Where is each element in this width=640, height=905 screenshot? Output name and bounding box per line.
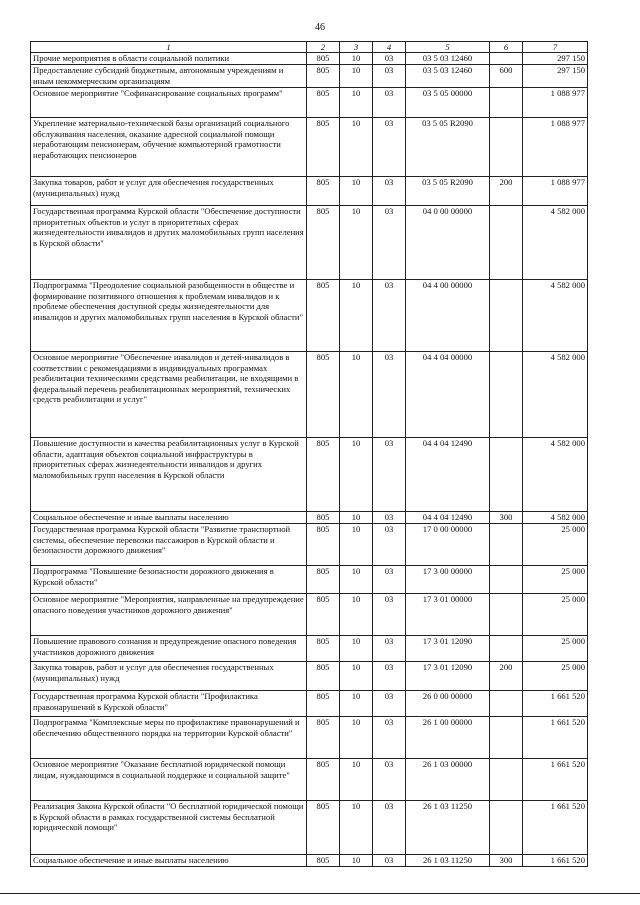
row-section-cell: 10: [340, 759, 373, 801]
row-name-cell: Основное мероприятие "Мероприятия, направленные на предупреждение опасного поведения участников дорожного движения": [31, 594, 307, 636]
row-target-article-cell: 04 0 00 00000: [406, 206, 490, 280]
row-amount-cell: 25 000: [523, 636, 588, 662]
row-code-cell: 805: [307, 801, 340, 855]
table-row: [31, 280, 588, 352]
row-subsection-cell: 03: [373, 53, 406, 65]
row-expense-type-cell: 200: [490, 177, 523, 206]
col-header-1: 1: [31, 42, 307, 53]
row-subsection-cell: 03: [373, 691, 406, 717]
table-row: [31, 594, 588, 636]
row-name-cell: Предоставление субсидий бюджетным, автономным учреждениям и иным некоммерческим организациям: [31, 65, 307, 88]
row-section-cell: 10: [340, 524, 373, 566]
row-section-cell: 10: [340, 53, 373, 65]
table-row: [31, 524, 588, 566]
row-section-cell: 10: [340, 88, 373, 118]
row-name-cell: Государственная программа Курской области "Развитие транспортной системы, обеспечение перевозки пассажиров в Курской области и безопасности дорожного движения": [31, 524, 307, 566]
table-body: [31, 53, 588, 867]
row-code-cell: 805: [307, 691, 340, 717]
row-amount-cell: 25 000: [523, 662, 588, 691]
row-code-cell: 805: [307, 438, 340, 512]
row-section-cell: 10: [340, 717, 373, 759]
row-target-article-cell: 17 3 01 12090: [406, 636, 490, 662]
row-subsection-cell: 03: [373, 662, 406, 691]
row-name-cell: Социальное обеспечение и иные выплаты населению: [31, 855, 307, 867]
table-row: [31, 855, 588, 867]
row-amount-cell: 25 000: [523, 524, 588, 566]
row-expense-type-cell: 600: [490, 65, 523, 88]
row-amount-cell: 1 661 520: [523, 759, 588, 801]
row-code-cell: 805: [307, 566, 340, 594]
row-code-cell: 805: [307, 177, 340, 206]
row-target-article-cell: 04 4 04 12490: [406, 512, 490, 524]
row-amount-cell: 4 582 000: [523, 206, 588, 280]
row-expense-type-cell: [490, 118, 523, 177]
row-expense-type-cell: [490, 53, 523, 65]
row-code-cell: 805: [307, 88, 340, 118]
row-amount-cell: 1 088 977: [523, 118, 588, 177]
row-subsection-cell: 03: [373, 759, 406, 801]
table-row: [31, 512, 588, 524]
row-section-cell: 10: [340, 594, 373, 636]
row-code-cell: 805: [307, 280, 340, 352]
page-number: 46: [315, 22, 325, 33]
row-subsection-cell: 03: [373, 438, 406, 512]
row-subsection-cell: 03: [373, 636, 406, 662]
row-target-article-cell: 17 3 01 00000: [406, 594, 490, 636]
table-row: [31, 662, 588, 691]
row-amount-cell: 25 000: [523, 566, 588, 594]
row-section-cell: 10: [340, 352, 373, 438]
header-row: [31, 42, 588, 53]
row-amount-cell: 4 582 000: [523, 512, 588, 524]
row-subsection-cell: 03: [373, 177, 406, 206]
table-row: [31, 759, 588, 801]
row-amount-cell: 1 661 520: [523, 717, 588, 759]
row-amount-cell: 297 150: [523, 65, 588, 88]
row-name-cell: Закупка товаров, работ и услуг для обеспечения государственных (муниципальных) нужд: [31, 177, 307, 206]
row-code-cell: 805: [307, 636, 340, 662]
row-amount-cell: 297 150: [523, 53, 588, 65]
row-subsection-cell: 03: [373, 512, 406, 524]
table-row: [31, 801, 588, 855]
row-code-cell: 805: [307, 662, 340, 691]
row-name-cell: Подпрограмма "Повышение безопасности дорожного движения в Курской области": [31, 566, 307, 594]
row-subsection-cell: 03: [373, 280, 406, 352]
row-expense-type-cell: [490, 438, 523, 512]
row-code-cell: 805: [307, 352, 340, 438]
table-row: [31, 53, 588, 65]
row-target-article-cell: 03 5 05 R2090: [406, 118, 490, 177]
table-row: [31, 118, 588, 177]
row-subsection-cell: 03: [373, 855, 406, 867]
row-target-article-cell: 03 5 03 12460: [406, 65, 490, 88]
row-amount-cell: 1 661 520: [523, 855, 588, 867]
row-expense-type-cell: [490, 636, 523, 662]
table-row: [31, 438, 588, 512]
row-subsection-cell: 03: [373, 717, 406, 759]
table-row: [31, 177, 588, 206]
row-expense-type-cell: [490, 566, 523, 594]
row-code-cell: 805: [307, 118, 340, 177]
row-target-article-cell: 03 5 03 12460: [406, 53, 490, 65]
row-code-cell: 805: [307, 53, 340, 65]
col-header-6: 6: [490, 42, 523, 53]
row-amount-cell: 4 582 000: [523, 438, 588, 512]
row-name-cell: Основное мероприятие "Софинансирование социальных программ": [31, 88, 307, 118]
table-row: [31, 566, 588, 594]
row-code-cell: 805: [307, 594, 340, 636]
row-name-cell: Государственная программа Курской области "Обеспечение доступности приоритетных объектов и услуг в приоритетных сферах жизнедеятельности инвалидов и других маломобильных групп населения в Курской области": [31, 206, 307, 280]
row-subsection-cell: 03: [373, 88, 406, 118]
row-amount-cell: 4 582 000: [523, 352, 588, 438]
scan-border-bottom: [0, 893, 640, 894]
row-expense-type-cell: [490, 280, 523, 352]
row-target-article-cell: 26 1 03 11250: [406, 801, 490, 855]
row-name-cell: Подпрограмма "Комплексные меры по профилактике правонарушений и обеспечению общественного порядка на территории Курской области": [31, 717, 307, 759]
table-row: [31, 65, 588, 88]
row-subsection-cell: 03: [373, 801, 406, 855]
table-row: [31, 206, 588, 280]
row-code-cell: 805: [307, 524, 340, 566]
row-name-cell: Прочие мероприятия в области социальной политики: [31, 53, 307, 65]
row-section-cell: 10: [340, 438, 373, 512]
row-code-cell: 805: [307, 65, 340, 88]
scan-artifact-top: [0, 4, 640, 10]
row-target-article-cell: 03 5 05 00000: [406, 88, 490, 118]
row-name-cell: Укрепление материально-технической базы организаций социального обслуживания населения, оказание адресной социальной помощи неработающим пенсионерам, обучение компьютерной грамотности неработающих пенсионеров: [31, 118, 307, 177]
row-subsection-cell: 03: [373, 118, 406, 177]
row-code-cell: 805: [307, 759, 340, 801]
row-expense-type-cell: [490, 206, 523, 280]
row-amount-cell: 25 000: [523, 594, 588, 636]
row-section-cell: 10: [340, 118, 373, 177]
row-subsection-cell: 03: [373, 524, 406, 566]
row-target-article-cell: 17 3 01 12090: [406, 662, 490, 691]
row-expense-type-cell: [490, 524, 523, 566]
row-subsection-cell: 03: [373, 594, 406, 636]
row-section-cell: 10: [340, 636, 373, 662]
row-name-cell: Основное мероприятие "Обеспечение инвалидов и детей-инвалидов в соответствии с рекомендациями в индивидуальных программах реабилитации техническими средствами реабилитации, не входящими в федеральный перечень реабилитационных мероприятий, технических средств реабилитации и услуг": [31, 352, 307, 438]
row-target-article-cell: 26 1 03 11250: [406, 855, 490, 867]
row-name-cell: Подпрограмма "Преодоление социальной разобщенности в обществе и формирование позитивного отношения к проблемам инвалидов и к проблеме обеспечения доступной среды жизнедеятельности для инвалидов и других маломобильных групп населения в Курской области": [31, 280, 307, 352]
row-section-cell: 10: [340, 855, 373, 867]
row-section-cell: 10: [340, 662, 373, 691]
row-section-cell: 10: [340, 691, 373, 717]
row-target-article-cell: 03 5 05 R2090: [406, 177, 490, 206]
row-code-cell: 805: [307, 206, 340, 280]
row-amount-cell: 4 582 000: [523, 280, 588, 352]
row-expense-type-cell: [490, 88, 523, 118]
row-section-cell: 10: [340, 280, 373, 352]
row-expense-type-cell: [490, 691, 523, 717]
row-target-article-cell: 26 0 00 00000: [406, 691, 490, 717]
row-subsection-cell: 03: [373, 65, 406, 88]
row-expense-type-cell: [490, 352, 523, 438]
row-target-article-cell: 17 3 00 00000: [406, 566, 490, 594]
row-target-article-cell: 04 4 04 00000: [406, 352, 490, 438]
row-name-cell: Закупка товаров, работ и услуг для обеспечения государственных (муниципальных) нужд: [31, 662, 307, 691]
col-header-3: 3: [340, 42, 373, 53]
row-expense-type-cell: [490, 759, 523, 801]
row-expense-type-cell: [490, 717, 523, 759]
row-section-cell: 10: [340, 206, 373, 280]
row-section-cell: 10: [340, 566, 373, 594]
row-amount-cell: 1 088 977: [523, 177, 588, 206]
row-section-cell: 10: [340, 177, 373, 206]
row-subsection-cell: 03: [373, 566, 406, 594]
row-amount-cell: 1 661 520: [523, 801, 588, 855]
row-name-cell: Реализация Закона Курской области "О бесплатной юридической помощи в Курской области в рамках государственной системы бесплатной юридической помощи": [31, 801, 307, 855]
row-target-article-cell: 04 4 04 12490: [406, 438, 490, 512]
table-row: [31, 636, 588, 662]
row-section-cell: 10: [340, 65, 373, 88]
row-target-article-cell: 26 1 03 00000: [406, 759, 490, 801]
row-subsection-cell: 03: [373, 206, 406, 280]
row-expense-type-cell: 200: [490, 662, 523, 691]
row-section-cell: 10: [340, 801, 373, 855]
table-row: [31, 88, 588, 118]
row-target-article-cell: 04 4 00 00000: [406, 280, 490, 352]
row-name-cell: Государственная программа Курской области "Профилактика правонарушений в Курской области": [31, 691, 307, 717]
row-amount-cell: 1 661 520: [523, 691, 588, 717]
col-header-5: 5: [406, 42, 490, 53]
row-code-cell: 805: [307, 717, 340, 759]
row-code-cell: 805: [307, 512, 340, 524]
row-name-cell: Основное мероприятие "Оказание бесплатной юридической помощи лицам, нуждающимся в социальной поддержке и социальной защите": [31, 759, 307, 801]
row-expense-type-cell: 300: [490, 512, 523, 524]
col-header-7: 7: [523, 42, 588, 53]
budget-table: [30, 41, 588, 867]
row-code-cell: 805: [307, 855, 340, 867]
row-amount-cell: 1 088 977: [523, 88, 588, 118]
row-name-cell: Повышение доступности и качества реабилитационных услуг в Курской области, адаптация объектов социальной инфраструктуры в приоритетных сферах жизнедеятельности инвалидов и других маломобильных групп населения в Курской области: [31, 438, 307, 512]
table-row: [31, 717, 588, 759]
row-name-cell: Повышение правового сознания и предупреждение опасного поведения участников дорожного движения: [31, 636, 307, 662]
row-target-article-cell: 26 1 00 00000: [406, 717, 490, 759]
row-subsection-cell: 03: [373, 352, 406, 438]
col-header-4: 4: [373, 42, 406, 53]
row-section-cell: 10: [340, 512, 373, 524]
col-header-2: 2: [307, 42, 340, 53]
row-expense-type-cell: 300: [490, 855, 523, 867]
table-row: [31, 352, 588, 438]
row-name-cell: Социальное обеспечение и иные выплаты населению: [31, 512, 307, 524]
row-expense-type-cell: [490, 801, 523, 855]
row-target-article-cell: 17 0 00 00000: [406, 524, 490, 566]
table-row: [31, 691, 588, 717]
row-expense-type-cell: [490, 594, 523, 636]
